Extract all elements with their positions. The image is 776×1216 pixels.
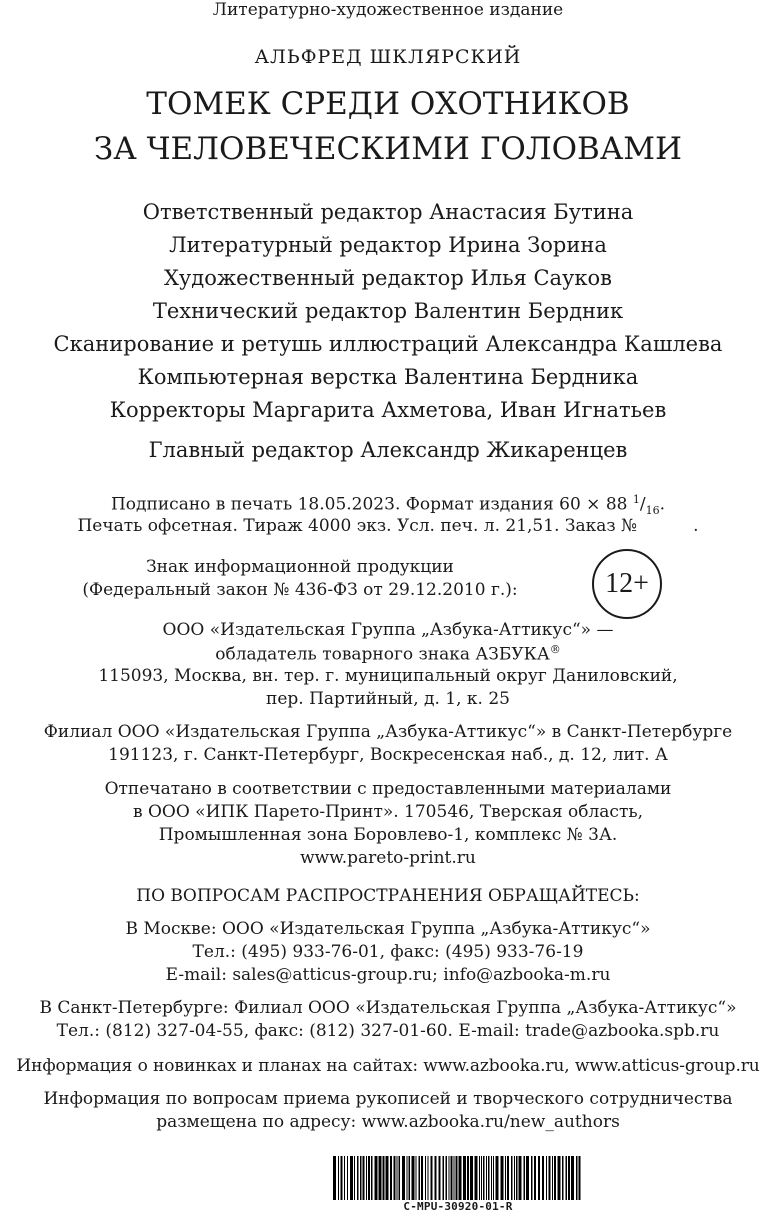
book-title-line-1: ТОМЕК СРЕДИ ОХОТНИКОВ: [146, 86, 630, 122]
credit-line: Литературный редактор Ирина Зорина: [169, 233, 607, 257]
barcode-bar: [439, 1156, 441, 1200]
barcode-bar: [397, 1156, 398, 1200]
barcode-bar: [366, 1156, 367, 1200]
barcode-bar: [467, 1156, 469, 1200]
barcode-bar: [571, 1156, 574, 1200]
print-run-text: Печать офсетная. Тираж 4000 экз. Усл. печ. л. 21,51. Заказ №: [77, 516, 638, 536]
barcode-bar: [459, 1156, 462, 1200]
barcode-bar: [538, 1156, 540, 1200]
info-mark-line-1: Знак информационной продукции: [146, 557, 454, 577]
printed-line-3: Промышленная зона Боровлево-1, комплекс № 3А.: [158, 825, 618, 845]
publisher-address-line-2: пер. Партийный, д. 1, к. 25: [266, 689, 510, 709]
format-fraction-denominator: 16: [645, 504, 660, 518]
age-rating-badge: 12+: [592, 549, 662, 619]
barcode-bar: [493, 1156, 494, 1200]
barcode-bar: [449, 1156, 450, 1200]
barcode: [333, 1156, 583, 1214]
barcode-bar: [402, 1156, 405, 1200]
barcode-bar: [511, 1156, 513, 1200]
spb-contact-line-2: Тел.: (812) 327-04-55, факс: (812) 327-01-60. E-mail: trade@azbooka.spb.ru: [56, 1021, 720, 1041]
credit-line: Компьютерная верстка Валентина Бердника: [137, 365, 639, 389]
print-info-line-1-end: .: [659, 494, 665, 515]
barcode-bar: [554, 1156, 556, 1200]
barcode-bars: [333, 1156, 583, 1200]
barcode-bar: [416, 1156, 417, 1200]
print-info-line-1: [0, 493, 776, 517]
publisher-address-line-1: 115093, Москва, вн. тер. г. муниципальный округ Даниловский,: [98, 666, 678, 686]
barcode-bar: [431, 1156, 433, 1200]
edition-type: Литературно-художественное издание: [212, 0, 564, 20]
barcode-bar: [407, 1156, 408, 1200]
barcode-bar: [514, 1156, 515, 1200]
barcode-bar: [399, 1156, 401, 1200]
printed-line-1: Отпечатано в соответствии с предоставленными материалами: [104, 779, 672, 799]
barcode-bar: [412, 1156, 415, 1200]
barcode-bar: [421, 1156, 423, 1200]
printer-website: www.pareto-print.ru: [300, 848, 476, 868]
barcode-bar: [357, 1156, 359, 1200]
branch-line-1: Филиал ООО «Издательская Группа „Азбука-Аттикус“» в Санкт-Петербурге: [43, 722, 733, 742]
barcode-bar: [443, 1156, 445, 1200]
barcode-bar: [338, 1156, 339, 1200]
barcode-bar: [360, 1156, 362, 1200]
format-fraction-separator: /: [639, 494, 646, 515]
publisher-line-1: ООО «Издательская Группа „Азбука-Аттикус“» —: [162, 620, 614, 640]
barcode-bar: [526, 1156, 529, 1200]
barcode-bar: [524, 1156, 526, 1200]
credit-line: Технический редактор Валентин Бердник: [152, 299, 624, 323]
barcode-bar: [435, 1156, 437, 1200]
credit-line: Ответственный редактор Анастасия Бутина: [142, 200, 634, 224]
barcode-bar: [579, 1156, 581, 1200]
barcode-bar: [488, 1156, 490, 1200]
spb-contact-line-1: В Санкт-Петербурге: Филиал ООО «Издательская Группа „Азбука-Аттикус“»: [39, 998, 737, 1018]
barcode-bar: [549, 1156, 551, 1200]
barcode-bar: [454, 1156, 455, 1200]
barcode-bar: [368, 1156, 370, 1200]
barcode-bar: [451, 1156, 453, 1200]
barcode-bar: [483, 1156, 485, 1200]
barcode-bar: [531, 1156, 533, 1200]
barcode-bar: [341, 1156, 343, 1200]
barcode-bar: [428, 1156, 429, 1200]
barcode-bar: [333, 1156, 336, 1200]
barcode-bar: [375, 1156, 378, 1200]
manuscripts-line-1: Информация по вопросам приема рукописей и творческого сотрудничества: [43, 1089, 733, 1109]
distribution-heading: ПО ВОПРОСАМ РАСПРОСТРАНЕНИЯ ОБРАЩАЙТЕСЬ:: [136, 886, 640, 906]
barcode-bar: [491, 1156, 492, 1200]
publisher-line-2: [0, 643, 776, 665]
barcode-bar: [496, 1156, 499, 1200]
barcode-bar: [394, 1156, 396, 1200]
barcode-bar: [446, 1156, 448, 1200]
barcode-bar: [519, 1156, 522, 1200]
barcode-bar: [505, 1156, 506, 1200]
barcode-bar: [379, 1156, 382, 1200]
moscow-contact-line-1: В Москве: ООО «Издательская Группа „Азбука-Аттикус“»: [125, 919, 651, 939]
barcode-bar: [371, 1156, 373, 1200]
print-info-line-2-end: .: [693, 516, 699, 536]
author-name: АЛЬФРЕД ШКЛЯРСКИЙ: [254, 46, 522, 68]
barcode-bar: [516, 1156, 518, 1200]
barcode-bar: [363, 1156, 365, 1200]
credit-line: Сканирование и ретушь иллюстраций Александра Кашлева: [53, 332, 723, 356]
printed-line-2: в ООО «ИПК Парето-Принт». 170546, Тверская область,: [132, 802, 644, 822]
barcode-code: C-MPU-30920-01-R: [403, 1200, 513, 1213]
barcode-bar: [566, 1156, 568, 1200]
book-title-line-2: ЗА ЧЕЛОВЕЧЕСКИМИ ГОЛОВАМИ: [93, 131, 683, 167]
barcode-bar: [386, 1156, 389, 1200]
manuscripts-line-2: размещена по адресу: www.azbooka.ru/new_authors: [156, 1112, 620, 1132]
barcode-bar: [475, 1156, 478, 1200]
barcode-bar: [419, 1156, 421, 1200]
moscow-contact-line-2: Тел.: (495) 933-76-01, факс: (495) 933-76-19: [192, 942, 584, 962]
barcode-bar: [344, 1156, 345, 1200]
barcode-bar: [576, 1156, 578, 1200]
barcode-bar: [350, 1156, 353, 1200]
barcode-bar: [546, 1156, 547, 1200]
moscow-contact-line-3: E-mail: sales@atticus-group.ru; info@azbooka-m.ru: [165, 965, 611, 985]
barcode-bar: [425, 1156, 426, 1200]
barcode-bar: [463, 1156, 466, 1200]
barcode-bar: [409, 1156, 411, 1200]
barcode-bar: [542, 1156, 544, 1200]
print-format-text: Подписано в печать 18.05.2023. Формат издания 60 × 88: [110, 494, 633, 515]
barcode-bar: [552, 1156, 553, 1200]
barcode-bar: [562, 1156, 564, 1200]
credit-line: Художественный редактор Илья Сауков: [163, 266, 612, 290]
barcode-bar: [534, 1156, 536, 1200]
barcode-bar: [383, 1156, 385, 1200]
barcode-bar: [390, 1156, 392, 1200]
credit-line: Корректоры Маргарита Ахметова, Иван Игнатьев: [109, 398, 667, 422]
trademark-text: обладатель товарного знака АЗБУКА: [215, 644, 550, 665]
barcode-bar: [470, 1156, 473, 1200]
websites-info: Информация о новинках и планах на сайтах: www.azbooka.ru, www.atticus-group.ru: [16, 1056, 760, 1076]
barcode-bar: [479, 1156, 480, 1200]
barcode-bar: [558, 1156, 561, 1200]
format-fraction-numerator: 1: [632, 493, 640, 506]
info-mark-line-2: (Федеральный закон № 436-ФЗ от 29.12.2010 г.):: [82, 580, 518, 600]
barcode-bar: [486, 1156, 487, 1200]
barcode-bar: [507, 1156, 509, 1200]
barcode-bar: [456, 1156, 458, 1200]
registered-mark: ®: [549, 643, 561, 656]
barcode-bar: [568, 1156, 570, 1200]
print-info-line-2: [0, 516, 776, 536]
barcode-bar: [481, 1156, 482, 1200]
barcode-bar: [501, 1156, 504, 1200]
branch-line-2: 191123, г. Санкт-Петербург, Воскресенская наб., д. 12, лит. А: [108, 745, 668, 765]
barcode-bar: [354, 1156, 355, 1200]
barcode-bar: [347, 1156, 348, 1200]
chief-editor: Главный редактор Александр Жикаренцев: [148, 438, 628, 462]
